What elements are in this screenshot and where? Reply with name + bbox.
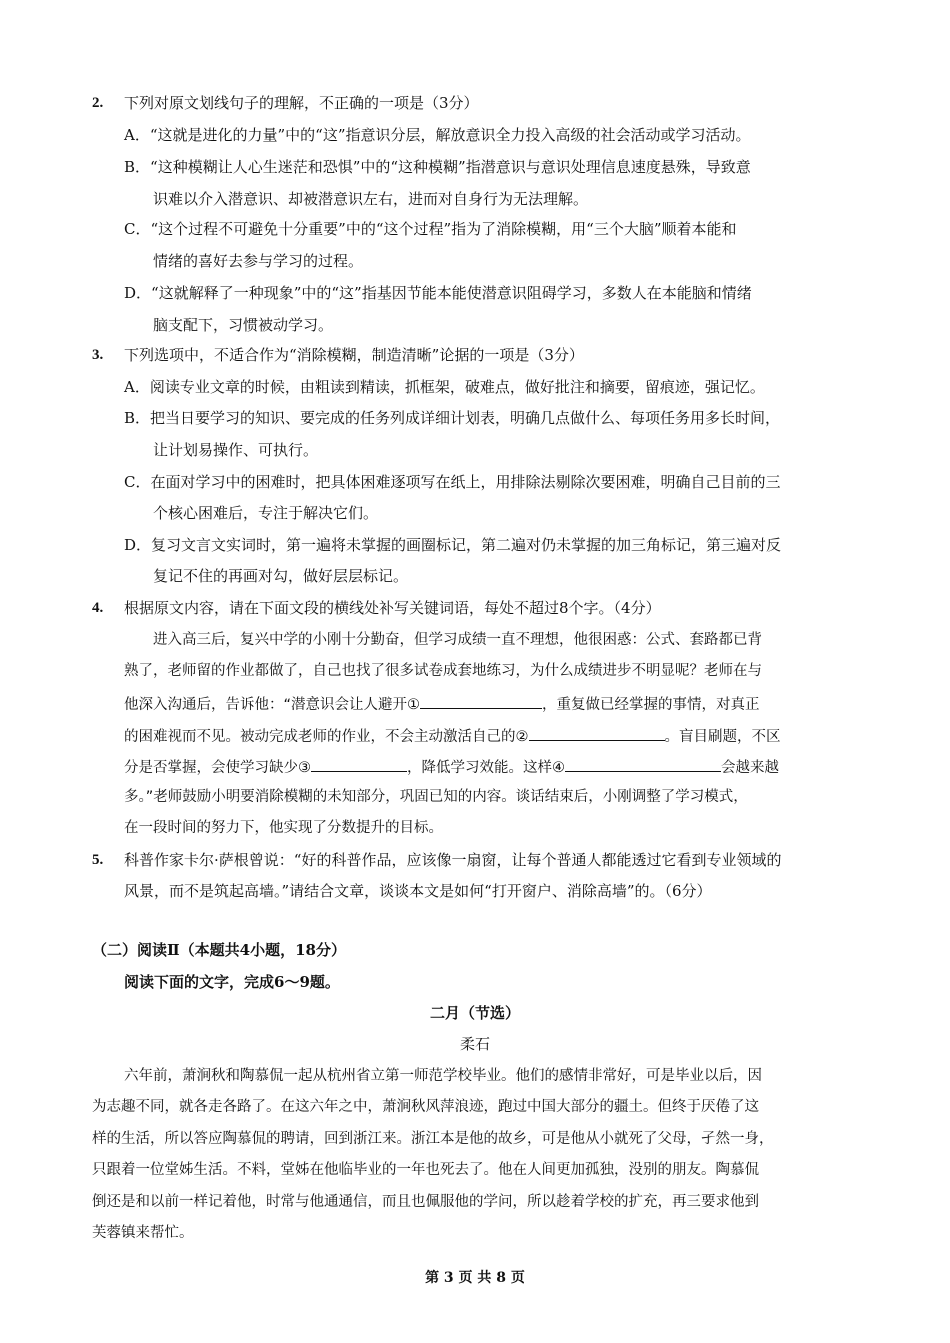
q3-option-c-line1: C．在面对学习中的困难时，把具体困难逐项写在纸上，用排除法剔除次要困难，明确自己目前的三 — [124, 473, 781, 491]
blank-4-input[interactable] — [565, 755, 721, 772]
blank-1-input[interactable] — [420, 692, 542, 709]
question-3-number: 3. — [92, 347, 104, 363]
q4-passage-line7: 在一段时间的努力下，他实现了分数提升的目标。 — [124, 820, 443, 836]
question-4-number: 4. — [92, 600, 104, 616]
section-2-instruction: 阅读下面的文字，完成6～9题。 — [124, 973, 340, 991]
q3-option-b-line2: 让计划易操作、可执行。 — [153, 441, 319, 459]
q2-option-b-line1: B．“这种模糊让人心生迷茫和恐惧”中的“这种模糊”指潜意识与意识处理信息速度悬殊，导致意 — [124, 158, 751, 176]
q4-passage-line2: 熟了，老师留的作业都做了，自己也找了很多试卷成套地练习，为什么成绩进步不明显呢？老师在与 — [124, 663, 762, 679]
article-line4: 只跟着一位堂姊生活。不料，堂姊在他临毕业的一年也死去了。他在人间更加孤独，没别的朋友。陶慕侃 — [92, 1162, 759, 1178]
question-2-stem: 下列对原文划线句子的理解，不正确的一项是（3分） — [124, 94, 479, 112]
article-line5: 倒还是和以前一样记着他，时常与他通通信，而且也佩服他的学问，所以趁着学校的扩充，再三要求他到 — [92, 1194, 759, 1210]
question-3-stem: 下列选项中，不适合作为“消除模糊，制造清晰”论据的一项是（3分） — [124, 346, 584, 364]
q4-passage-line1: 进入高三后，复兴中学的小刚十分勤奋，但学习成绩一直不理想，他很困惑：公式、套路都已背 — [153, 632, 762, 648]
section-2-heading: （二）阅读Ⅱ（本题共4小题，18分） — [92, 941, 346, 959]
q3-option-d-line1: D．复习文言文实词时，第一遍将未掌握的画圈标记，第二遍对仍未掌握的加三角标记，第三遍对反 — [124, 536, 782, 554]
article-line1: 六年前，萧涧秋和陶慕侃一起从杭州省立第一师范学校毕业。他们的感情非常好，可是毕业以后，因 — [124, 1068, 762, 1084]
q4-passage-line4-end: 。盲目刷题，不区 — [664, 729, 781, 745]
q4-passage-line5-end: 会越来越 — [721, 760, 779, 776]
blank-3-input[interactable] — [311, 755, 407, 772]
q3-option-d-line2: 复记不住的再画对勾，做好层层标记。 — [153, 567, 409, 585]
q2-option-c-line1: C．“这个过程不可避免十分重要”中的“这个过程”指为了消除模糊，用“三个大脑”顺着本能和 — [124, 220, 737, 238]
article-line3: 样的生活，所以答应陶慕侃的聘请，回到浙江来。浙江本是他的故乡，可是他从小就死了父母，孑然一身， — [92, 1131, 774, 1147]
question-5-line1: 科普作家卡尔·萨根曾说：“好的科普作品，应该像一扇窗，让每个普通人都能透过它看到专业领域的 — [124, 851, 782, 869]
q4-passage-line3 — [124, 692, 760, 715]
q4-passage-line6: 多。”老师鼓励小明要消除模糊的未知部分，巩固已知的内容。谈话结束后，小刚调整了学习模式， — [124, 789, 748, 805]
q2-option-d-line2: 脑支配下，习惯被动学习。 — [153, 316, 334, 334]
q2-option-d-line1: D．“这就解释了一种现象”中的“这”指基因节能本能使潜意识阻碍学习，多数人在本能脑和情绪 — [124, 284, 752, 302]
q2-option-a: A．“这就是进化的力量”中的“这”指意识分层，解放意识全力投入高级的社会活动或学习活动。 — [124, 126, 751, 144]
q4-passage-line5 — [124, 755, 779, 778]
article-author: 柔石 — [459, 1035, 490, 1053]
q4-passage-line5-start: 分是否掌握，会使学习缺少③ — [124, 760, 311, 776]
question-2-number: 2. — [92, 95, 104, 111]
q2-option-b-line2: 识难以介入潜意识、却被潜意识左右，进而对自身行为无法理解。 — [153, 190, 589, 208]
blank-2-input[interactable] — [529, 724, 665, 741]
question-5-number: 5. — [92, 852, 104, 868]
q4-passage-line3-end: ，重复做已经掌握的事情，对真正 — [542, 697, 760, 713]
q4-passage-line5-middle: ，降低学习效能。这样④ — [407, 760, 565, 776]
q3-option-b-line1: B．把当日要学习的知识、要完成的任务列成详细计划表，明确几点做什么、每项任务用多长时间， — [124, 409, 781, 427]
question-5-line2: 风景，而不是筑起高墙。”请结合文章，谈谈本文是如何“打开窗户、消除高墙”的。（6分） — [124, 882, 712, 900]
q3-option-a: A．阅读专业文章的时候，由粗读到精读，抓框架，破难点，做好批注和摘要，留痕迹，强记忆。 — [124, 378, 765, 396]
q4-passage-line3-start: 他深入沟通后，告诉他：“潜意识会让人避开① — [124, 697, 421, 713]
question-4-stem: 根据原文内容，请在下面文段的横线处补写关键词语，每处不超过8个字。（4分） — [124, 599, 661, 617]
article-line6: 芙蓉镇来帮忙。 — [92, 1225, 194, 1241]
page-footer: 第 3 页 共 8 页 — [425, 1270, 525, 1286]
q4-passage-line4 — [124, 724, 781, 747]
article-title: 二月（节选） — [429, 1004, 520, 1022]
q4-passage-line4-start: 的困难视而不见。被动完成老师的作业，不会主动激活自己的② — [124, 729, 529, 745]
q3-option-c-line2: 个核心困难后，专注于解决它们。 — [153, 504, 379, 522]
q2-option-c-line2: 情绪的喜好去参与学习的过程。 — [153, 252, 364, 270]
article-line2: 为志趣不同，就各走各路了。在这六年之中，萧涧秋风萍浪迹，跑过中国大部分的疆土。但终于厌倦了这 — [92, 1099, 759, 1115]
